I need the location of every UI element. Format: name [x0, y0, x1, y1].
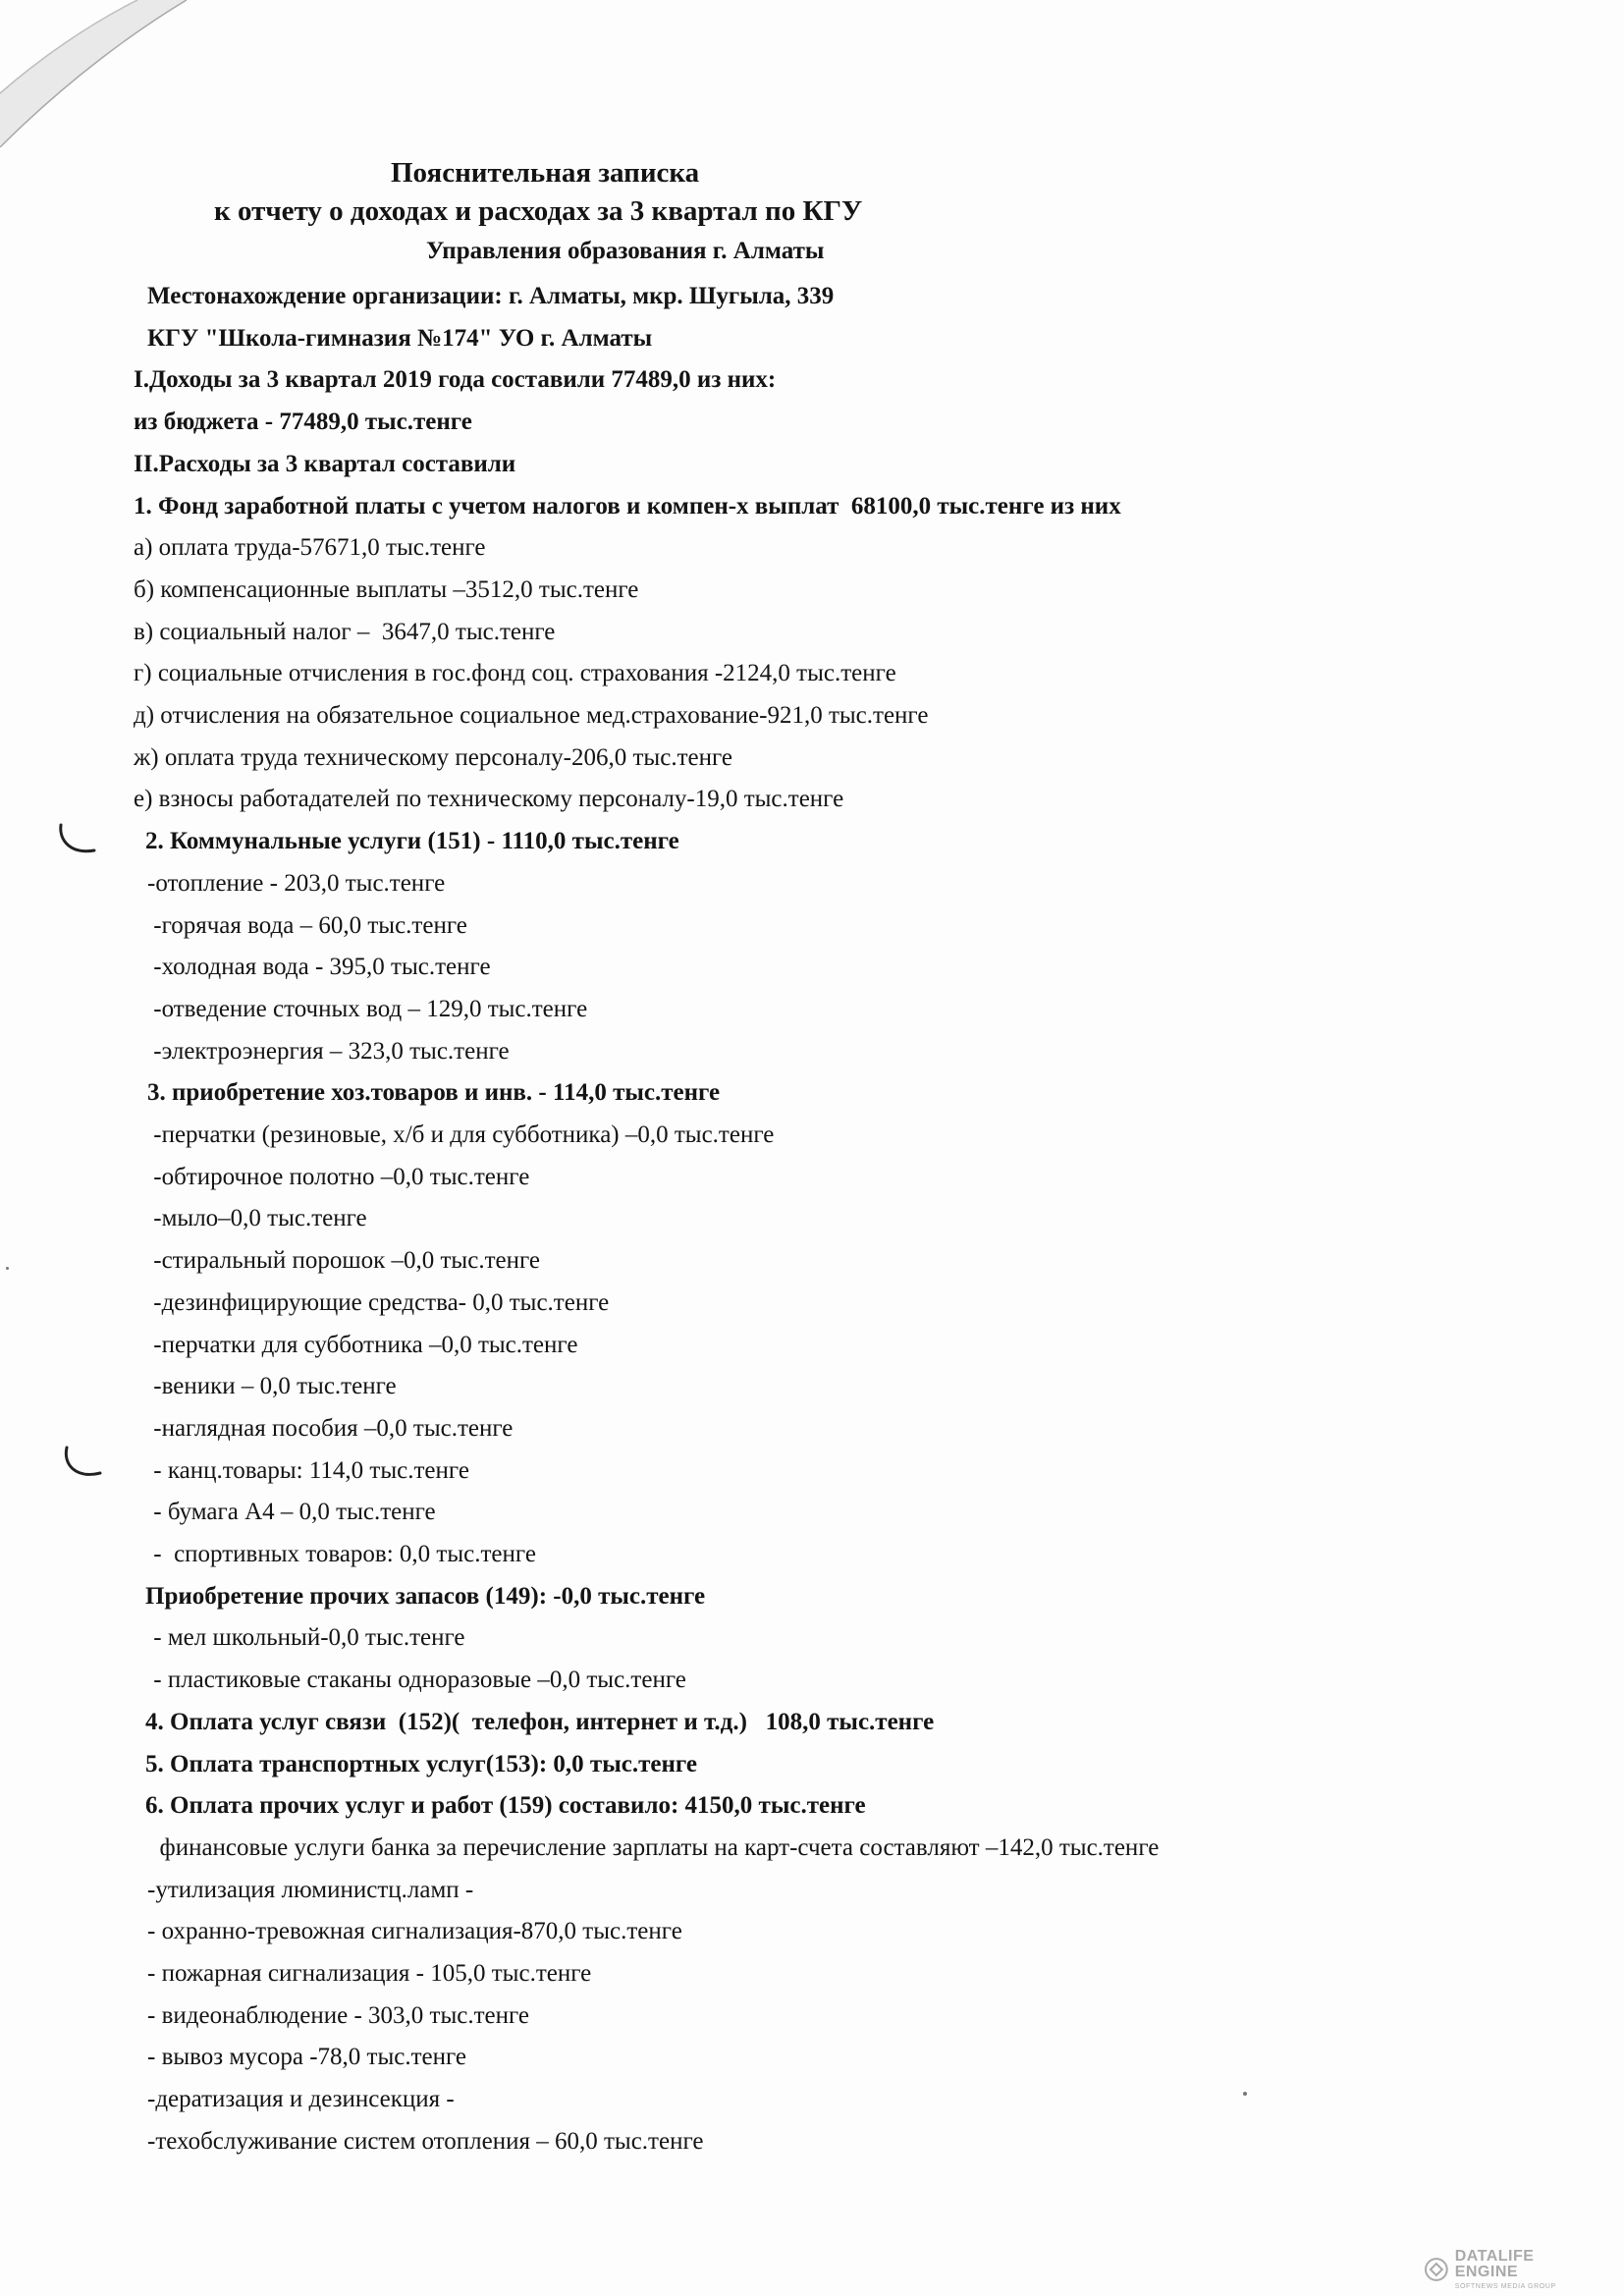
section-heading-line: 2. Коммунальные услуги (151) - 1110,0 тыс.тенге	[145, 828, 679, 855]
body-line: -наглядная пособия –0,0 тыс.тенге	[147, 1414, 514, 1442]
body-line: - охранно-тревожная сигнализация-870,0 тыс.тенге	[147, 1918, 682, 1945]
body-line: - бумага А4 – 0,0 тыс.тенге	[147, 1499, 436, 1526]
body-line: -дезинфицирующие средства- 0,0 тыс.тенге	[147, 1288, 610, 1316]
title-line-1: Пояснительная записка	[391, 157, 700, 189]
section-heading-line: 6. Оплата прочих услуг и работ (159) составило: 4150,0 тыс.тенге	[145, 1792, 866, 1820]
body-line: - спортивных товаров: 0,0 тыс.тенге	[147, 1541, 536, 1567]
body-line: - канц.товары: 114,0 тыс.тенге	[147, 1456, 469, 1484]
scan-speck	[1243, 2092, 1247, 2096]
punch-hole-top	[55, 819, 98, 862]
section-heading-line: 4. Оплата услуг связи (152)( телефон, интернет и т.д.) 108,0 тыс.тенге	[145, 1708, 935, 1735]
body-line: -перчатки для субботника –0,0 тыс.тенге	[147, 1331, 578, 1358]
body-line: г) социальные отчисления в гос.фонд соц. страхования -2124,0 тыс.тенге	[134, 660, 896, 687]
section-heading-line: из бюджета - 77489,0 тыс.тенге	[134, 409, 472, 436]
folded-corner-mark	[0, 0, 187, 147]
body-line: -холодная вода - 395,0 тыс.тенге	[147, 954, 491, 981]
section-heading-line: 1. Фонд заработной платы с учетом налогов и компен-х выплат 68100,0 тыс.тенге из них	[134, 492, 1121, 519]
datalife-logo-icon	[1424, 2257, 1449, 2282]
body-line: б) компенсационные выплаты –3512,0 тыс.тенге	[134, 575, 639, 603]
body-line: -электроэнергия – 323,0 тыс.тенге	[147, 1037, 510, 1065]
body-line: - мел школьный-0,0 тыс.тенге	[147, 1624, 465, 1652]
watermark-sub-text: SOFTNEWS MEDIA GROUP	[1454, 2283, 1556, 2290]
body-line: -техобслуживание систем отопления – 60,0 тыс.тенге	[147, 2127, 704, 2155]
body-line: д) отчисления на обязательное социальное мед.страхование-921,0 тыс.тенге	[134, 702, 929, 729]
section-heading-line: 5. Оплата транспортных услуг(153): 0,0 тыс.тенге	[145, 1750, 697, 1777]
body-line: е) взносы работадателей по техническому персоналу-19,0 тыс.тенге	[134, 786, 844, 813]
body-line: а) оплата труда-57671,0 тыс.тенге	[134, 534, 486, 562]
title-line-2: к отчету о доходах и расходах за 3 квартал по КГУ	[214, 195, 863, 227]
body-line: -обтирочное полотно –0,0 тыс.тенге	[147, 1163, 530, 1190]
section-heading-line: КГУ "Школа-гимназия №174" УО г. Алматы	[147, 324, 653, 352]
body-line: -мыло–0,0 тыс.тенге	[147, 1205, 367, 1232]
section-heading-line: II.Расходы за 3 квартал составили	[134, 450, 516, 477]
body-line: -отопление - 203,0 тыс.тенге	[147, 869, 446, 897]
body-line: ж) оплата труда техническому персоналу-206,0 тыс.тенге	[134, 743, 732, 771]
body-line: - видеонаблюдение - 303,0 тыс.тенге	[147, 2001, 530, 2029]
section-heading-line: 3. приобретение хоз.товаров и инв. - 114,0 тыс.тенге	[147, 1079, 721, 1107]
body-line: финансовые услуги банка за перечисление зарплаты на карт-счета составляют –142,0 тыс.тенге	[147, 1833, 1160, 1861]
body-line: -горячая вода – 60,0 тыс.тенге	[147, 911, 467, 939]
body-line: в) социальный налог – 3647,0 тыс.тенге	[134, 618, 556, 645]
body-line: -стиральный порошок –0,0 тыс.тенге	[147, 1247, 540, 1275]
section-heading-line: I.Доходы за 3 квартал 2019 года составили 77489,0 из них:	[134, 366, 777, 394]
body-line: -дератизация и дезинсекция -	[147, 2086, 455, 2113]
section-heading-line: Местонахождение организации: г. Алматы, мкр. Шугыла, 339	[147, 283, 835, 309]
body-line: - пожарная сигнализация - 105,0 тыс.тенге	[147, 1960, 592, 1987]
watermark	[1424, 2248, 1600, 2290]
body-line: -перчатки (резиновые, х/б и для субботника) –0,0 тыс.тенге	[147, 1121, 775, 1148]
body-line: -утилизация люминистц.ламп -	[147, 1876, 474, 1903]
title-line-3: Управления образования г. Алматы	[426, 238, 825, 264]
scan-speck	[6, 1267, 9, 1270]
body-line: - вывоз мусора -78,0 тыс.тенге	[147, 2044, 467, 2071]
body-line: - пластиковые стаканы одноразовые –0,0 тыс.тенге	[147, 1667, 686, 1694]
section-heading-line: Приобретение прочих запасов (149): -0,0 тыс.тенге	[145, 1582, 706, 1610]
body-line: -отведение сточных вод – 129,0 тыс.тенге	[147, 995, 588, 1022]
watermark-main-text: DATALIFE ENGINE	[1454, 2248, 1535, 2280]
punch-hole-bottom	[61, 1444, 104, 1487]
body-line: -веники – 0,0 тыс.тенге	[147, 1373, 397, 1400]
